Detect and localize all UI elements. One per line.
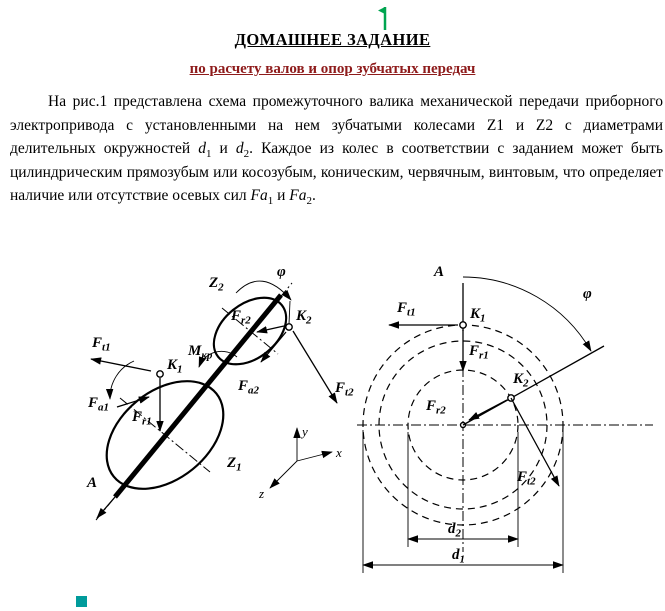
page-subtitle: по расчету валов и опор зубчатых передач: [189, 61, 476, 77]
shaft-body: [115, 295, 281, 497]
angle-phi-arc-right: [463, 277, 591, 351]
dimension-d2: [408, 432, 518, 547]
point-a-label-left: A: [87, 475, 98, 491]
force-ft2-label-right: $F_{t2}$: [517, 469, 536, 488]
point-k1-right: [460, 322, 466, 328]
axis-z-label: z: [259, 486, 265, 501]
force-ft2-arrow-right: [511, 398, 559, 486]
angle-phi-arc-left: [236, 281, 291, 300]
axonometric-view: [86, 264, 354, 520]
pitch-circle-d2: [408, 370, 518, 480]
force-fa2-label-left: $F_{a2}$: [238, 378, 260, 397]
shaft-end-a-arrow: [97, 497, 115, 518]
angle-phi-label-left: φ: [277, 264, 286, 280]
axis-x-arrow: [297, 452, 332, 461]
axis-y-label: y: [302, 424, 308, 439]
gear-z2-ellipse: [201, 284, 299, 378]
symbol-fa2-sub: 2: [306, 195, 313, 208]
gear-z1-ellipse: [86, 359, 244, 510]
force-fr2-arrow-right: [469, 400, 507, 420]
plane-view: [357, 264, 653, 573]
force-fa1-label-left: $F_{a1}$: [88, 395, 110, 414]
rotation-direction-arrow: [110, 361, 134, 399]
symbol-d2: d: [235, 140, 244, 157]
force-ft2-label-left: $F_{t2}$: [335, 380, 354, 399]
axis-z-arrow: [270, 461, 297, 488]
intro-conj-1: и: [211, 140, 236, 157]
point-k1-left: [157, 371, 163, 377]
force-fr1-label-left: $F_{r1}$: [132, 409, 152, 428]
point-k2-right: [508, 395, 514, 401]
symbol-fa1: Fa: [250, 187, 268, 204]
radius-line-to-k2: [463, 346, 604, 425]
intro-text-1: На рис.1 представлена схема промежуточного валика механической передачи приборного электропривода с установленными на нем зубчатыми колесами Z1 и Z2 с диаметрами делительных окружностей: [10, 93, 663, 157]
shaft-center-point: [461, 423, 466, 428]
symbol-d2-sub: 2: [243, 148, 250, 161]
force-fr2-label-left: $F_{r2}$: [231, 308, 251, 327]
point-k1-label-right: $K_1$: [470, 306, 486, 325]
gear-z2-axis-line: [222, 308, 278, 354]
gear-z1-axis-line: [120, 398, 210, 472]
symbol-fa2: Fa: [289, 187, 307, 204]
axis-x-label: x: [336, 445, 342, 460]
point-k1-label-left: $K_1$: [167, 357, 183, 376]
symbol-d1-sub: 1: [205, 148, 212, 161]
angle-phi-reference-line: [289, 301, 290, 324]
symbol-fa1-sub: 1: [267, 195, 274, 208]
force-fr1-label-right: $F_{r1}$: [469, 343, 489, 362]
green-caret-flag-icon: [378, 7, 385, 14]
page-title: ДОМАШНЕЕ ЗАДАНИЕ: [234, 30, 431, 49]
force-fa1-arrow-left: [117, 397, 149, 407]
gear-z2-label: $Z_2$: [209, 275, 224, 294]
force-fr2-arrow-left: [257, 326, 284, 332]
point-k2-label-right: $K_2$: [513, 371, 529, 390]
teal-anchor-marker: [76, 596, 87, 607]
torque-mkr-arrow: [199, 351, 237, 367]
intro-paragraph: [10, 90, 663, 208]
dimension-d1-label: $d_1$: [452, 547, 465, 566]
intro-conj-2: и: [273, 187, 290, 204]
coordinate-axes: [258, 424, 342, 501]
inner-circle: [379, 341, 547, 509]
force-ft1-arrow-left: [91, 359, 151, 371]
angle-phi-label-right: φ: [583, 286, 592, 302]
point-k2-left: [286, 324, 292, 330]
force-fr2-label-right: $F_{r2}$: [426, 398, 446, 417]
intro-text-3: .: [312, 187, 316, 204]
symbol-d1: d: [198, 140, 206, 157]
force-ft1-label-left: $F_{t1}$: [92, 335, 111, 354]
pitch-circle-d1: [363, 325, 563, 525]
point-a-label-right: A: [434, 264, 445, 280]
intro-text-2: . Каждое из колес в соответствии с заданием может быть цилиндрическим прямозубым или косозубым, коническим, червячным, винтовым, что определяет наличие или отсутствие осевых сил: [10, 140, 663, 204]
force-ft1-label-right: $F_{t1}$: [397, 300, 416, 319]
torque-mkr-label: $M_{кр}$: [188, 343, 213, 362]
dimension-d1: [363, 430, 563, 573]
force-ft2-arrow-left: [293, 331, 337, 403]
shaft-centerline: [96, 283, 292, 520]
dimension-d2-label: $d_2$: [448, 521, 461, 540]
gear-z1-label: $Z_1$: [227, 455, 242, 474]
force-fa2-arrow-left: [261, 332, 286, 362]
point-k2-label-left: $K_2$: [296, 308, 312, 327]
